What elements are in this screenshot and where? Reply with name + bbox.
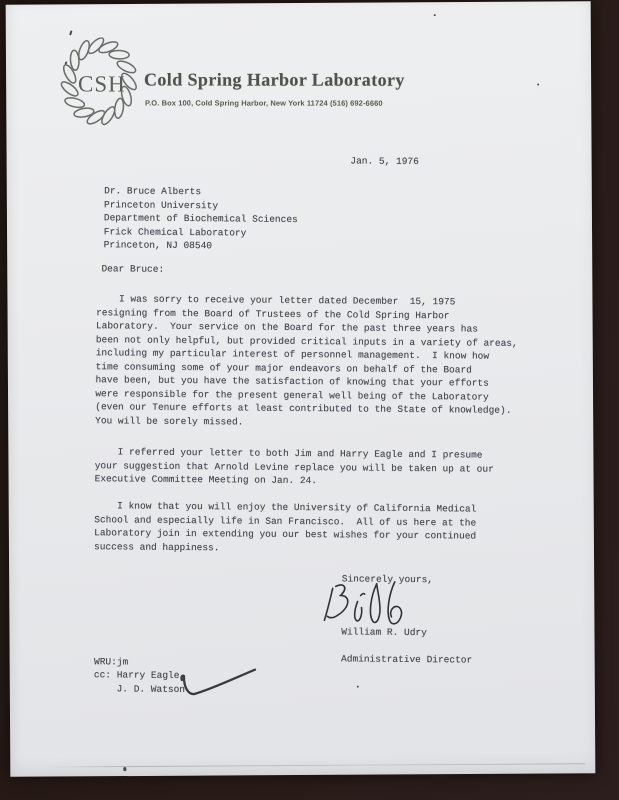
- handwritten-signature-bill: [320, 580, 415, 631]
- scan-speck: [357, 686, 359, 688]
- signer-title: Administrative Director: [341, 653, 473, 666]
- recipient-address: Dr. Bruce Alberts Princeton University Department of Biochemical Sciences Frick Chemical Laboratory Princeton, NJ 08540: [103, 185, 298, 252]
- letter-page: [6, 1, 596, 777]
- salutation: Dear Bruce:: [101, 263, 165, 275]
- scan-speck: [537, 84, 539, 86]
- scan-speck: [434, 14, 436, 16]
- cc-list: cc: Harry Eagle J. D. Watson: [93, 669, 186, 695]
- letterhead-address: P.O. Box 100, Cold Spring Harbor, New York 11724 (516) 692-6660: [144, 98, 383, 108]
- signer-name: William R. Udry: [341, 626, 427, 639]
- letter-date: Jan. 5, 1976: [350, 155, 419, 168]
- signer-block: [341, 625, 472, 667]
- organization-name: Cold Spring Harbor Laboratory: [143, 69, 405, 90]
- letterhead: [6, 4, 591, 135]
- valediction: Sincerely yours,: [341, 573, 434, 586]
- logo-monogram: CSH: [77, 71, 126, 97]
- body-paragraph-2: I referred your letter to both Jim and Harry Eagle and I presume your suggestion that Arnold Levine replace you will be taken up at our Executive Committee Meeting on Jan. 24.: [94, 446, 494, 487]
- body-paragraph-3: I know that you will enjoy the University of California Medical School and especially life in San Francisco. All of us here at the Laboratory join in extending you our best wishes for your continued success and happiness.: [94, 500, 477, 553]
- checkmark-annotation: [178, 667, 258, 704]
- body-paragraph-1: I was sorry to receive your letter dated December 15, 1975 resigning from the Board of Trustees of the Cold Spring Harbor Laboratory. Your service on the Board for the past three years has been not only helpful, but provided critical inputs in a variety of areas, including my particular interest of personnel management. I know how time consuming some of your major endeavors on behalf of the Board have been, but you have the satisfaction of knowing that your efforts were responsible for the present general well being of the Laboratory (even our Tenure efforts at least contributed to the State of knowledge). You will be sorely missed.: [95, 293, 518, 428]
- scan-speck: [123, 767, 126, 771]
- typed-letter-body: [91, 148, 581, 752]
- typist-initials: WRU:jm: [93, 656, 129, 668]
- csh-dna-ring-logo: [59, 37, 139, 127]
- paper-crease: [50, 763, 585, 767]
